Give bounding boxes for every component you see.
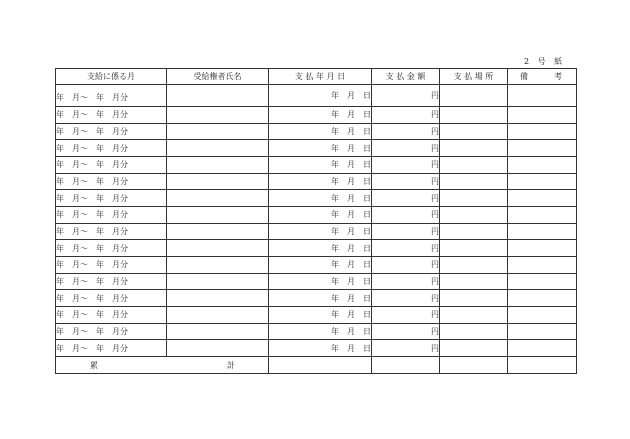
- recipient-name-cell[interactable]: [167, 106, 269, 123]
- ledger-body: [56, 85, 577, 357]
- header-recipient-name: 受給権者氏名: [167, 69, 269, 85]
- total-label-right: 計: [227, 361, 235, 370]
- payment-place-cell[interactable]: [440, 323, 508, 340]
- period-cell: 年 月〜 年 月分: [56, 306, 167, 323]
- payment-date-text: 年 月 日: [331, 310, 371, 320]
- total-place-cell[interactable]: [440, 357, 508, 374]
- payment-place-cell[interactable]: [440, 106, 508, 123]
- payment-amount-cell[interactable]: 円: [372, 123, 440, 140]
- payment-ledger-table: [55, 68, 577, 374]
- total-label-left: 累: [90, 361, 98, 370]
- table-row: [56, 256, 577, 273]
- remarks-cell[interactable]: [508, 240, 577, 257]
- payment-place-cell[interactable]: [440, 290, 508, 307]
- remarks-cell[interactable]: [508, 306, 577, 323]
- remarks-cell[interactable]: [508, 273, 577, 290]
- period-cell: 年 月〜 年 月分: [56, 173, 167, 190]
- table-row: [56, 140, 577, 157]
- payment-place-cell[interactable]: [440, 306, 508, 323]
- payment-amount-cell[interactable]: 円: [372, 240, 440, 257]
- payment-date-cell[interactable]: [269, 240, 372, 257]
- period-cell: 年 月〜 年 月分: [56, 190, 167, 207]
- payment-amount-cell[interactable]: 円: [372, 223, 440, 240]
- table-row: [56, 173, 577, 190]
- payment-date-cell[interactable]: [269, 290, 372, 307]
- payment-date-text: 年 月 日: [331, 110, 371, 120]
- remarks-cell[interactable]: [508, 323, 577, 340]
- payment-date-text: 年 月 日: [331, 210, 371, 220]
- recipient-name-cell[interactable]: [167, 206, 269, 223]
- remarks-cell[interactable]: [508, 206, 577, 223]
- payment-amount-cell[interactable]: 円: [372, 256, 440, 273]
- table-row: [56, 206, 577, 223]
- total-amount-cell[interactable]: [372, 357, 440, 374]
- period-cell: 年 月〜 年 月分: [56, 240, 167, 257]
- recipient-name-cell[interactable]: [167, 340, 269, 357]
- payment-place-cell[interactable]: [440, 206, 508, 223]
- payment-date-text: 年 月 日: [331, 126, 371, 136]
- payment-date-text: 年 月 日: [331, 276, 371, 286]
- period-cell: 年 月〜 年 月分: [56, 123, 167, 140]
- header-remarks-right: 考: [554, 72, 562, 81]
- header-remarks-left: 備: [520, 72, 528, 81]
- period-cell: 年 月〜 年 月分: [56, 256, 167, 273]
- period-cell: 年 月〜 年 月分: [56, 223, 167, 240]
- table-row: [56, 223, 577, 240]
- payment-date-text: 年 月 日: [331, 160, 371, 170]
- table-row: [56, 306, 577, 323]
- payment-amount-cell[interactable]: 円: [372, 85, 440, 107]
- recipient-name-cell[interactable]: [167, 190, 269, 207]
- payment-date-text: 年 月 日: [331, 243, 371, 253]
- recipient-name-cell[interactable]: [167, 85, 269, 107]
- payment-amount-cell[interactable]: 円: [372, 156, 440, 173]
- payment-date-text: 年 月 日: [331, 326, 371, 336]
- header-payment-place: 支 払 場 所: [440, 69, 508, 85]
- period-cell: 年 月〜 年 月分: [56, 340, 167, 357]
- payment-date-text: 年 月 日: [331, 226, 371, 236]
- payment-place-cell[interactable]: [440, 223, 508, 240]
- payment-amount-cell[interactable]: 円: [372, 206, 440, 223]
- header-period: 支給に係る月: [56, 69, 167, 85]
- period-cell: 年 月〜 年 月分: [56, 206, 167, 223]
- table-row: [56, 340, 577, 357]
- table-row: [56, 156, 577, 173]
- payment-date-cell[interactable]: [269, 223, 372, 240]
- header-remarks: [508, 69, 577, 85]
- payment-date-cell[interactable]: [269, 323, 372, 340]
- payment-amount-cell[interactable]: 円: [372, 273, 440, 290]
- table-row: [56, 85, 577, 107]
- payment-date-cell[interactable]: [269, 156, 372, 173]
- period-cell: 年 月〜 年 月分: [56, 290, 167, 307]
- table-row: [56, 273, 577, 290]
- recipient-name-cell[interactable]: [167, 306, 269, 323]
- recipient-name-cell[interactable]: [167, 140, 269, 157]
- recipient-name-cell[interactable]: [167, 290, 269, 307]
- payment-date-cell[interactable]: [269, 123, 372, 140]
- table-row: [56, 323, 577, 340]
- remarks-cell[interactable]: [508, 223, 577, 240]
- payment-date-cell[interactable]: [269, 190, 372, 207]
- remarks-cell[interactable]: [508, 156, 577, 173]
- recipient-name-cell[interactable]: [167, 240, 269, 257]
- remarks-cell[interactable]: [508, 85, 577, 107]
- remarks-cell[interactable]: [508, 173, 577, 190]
- header-row: [56, 69, 577, 85]
- payment-date-text: 年 月 日: [331, 260, 371, 270]
- payment-date-text: 年 月 日: [331, 343, 371, 353]
- remarks-cell[interactable]: [508, 290, 577, 307]
- payment-date-cell[interactable]: [269, 106, 372, 123]
- payment-date-cell[interactable]: [269, 85, 372, 107]
- payment-date-cell[interactable]: [269, 173, 372, 190]
- payment-amount-cell[interactable]: 円: [372, 290, 440, 307]
- payment-date-text: 年 月 日: [331, 143, 371, 153]
- period-cell: 年 月〜 年 月分: [56, 323, 167, 340]
- total-date-cell[interactable]: [269, 357, 372, 374]
- remarks-cell[interactable]: [508, 256, 577, 273]
- header-payment-amount: 支 払 金 額: [372, 69, 440, 85]
- payment-date-cell[interactable]: [269, 273, 372, 290]
- payment-date-cell[interactable]: [269, 256, 372, 273]
- remarks-cell[interactable]: [508, 190, 577, 207]
- remarks-cell[interactable]: [508, 106, 577, 123]
- table-row: [56, 106, 577, 123]
- payment-amount-cell[interactable]: 円: [372, 190, 440, 207]
- table-row: [56, 240, 577, 257]
- table-row: [56, 123, 577, 140]
- payment-amount-cell[interactable]: 円: [372, 323, 440, 340]
- recipient-name-cell[interactable]: [167, 156, 269, 173]
- period-cell: 年 月〜 年 月分: [56, 273, 167, 290]
- payment-amount-cell[interactable]: 円: [372, 306, 440, 323]
- payment-date-text: 年 月 日: [331, 193, 371, 203]
- payment-date-cell[interactable]: [269, 340, 372, 357]
- payment-place-cell[interactable]: [440, 123, 508, 140]
- payment-date-text: 年 月 日: [331, 176, 371, 186]
- payment-place-cell[interactable]: [440, 140, 508, 157]
- recipient-name-cell[interactable]: [167, 273, 269, 290]
- payment-place-cell[interactable]: [440, 173, 508, 190]
- recipient-name-cell[interactable]: [167, 256, 269, 273]
- payment-place-cell[interactable]: [440, 273, 508, 290]
- payment-date-text: 年 月 日: [331, 293, 371, 303]
- total-remarks-cell[interactable]: [508, 357, 577, 374]
- form-number: 2 号 紙: [524, 57, 566, 66]
- period-cell: 年 月〜 年 月分: [56, 156, 167, 173]
- payment-amount-cell[interactable]: 円: [372, 340, 440, 357]
- header-payment-date: 支 払 年 月 日: [269, 69, 372, 85]
- remarks-cell[interactable]: [508, 340, 577, 357]
- period-cell: 年 月〜 年 月分: [56, 140, 167, 157]
- recipient-name-cell[interactable]: [167, 123, 269, 140]
- payment-amount-cell[interactable]: 円: [372, 140, 440, 157]
- payment-place-cell[interactable]: [440, 85, 508, 107]
- payment-amount-cell[interactable]: 円: [372, 106, 440, 123]
- payment-date-cell[interactable]: [269, 206, 372, 223]
- total-label-cell: [56, 357, 269, 374]
- period-cell: 年 月〜 年 月分: [56, 85, 167, 107]
- payment-place-cell[interactable]: [440, 190, 508, 207]
- payment-place-cell[interactable]: [440, 340, 508, 357]
- table-row: [56, 290, 577, 307]
- recipient-name-cell[interactable]: [167, 323, 269, 340]
- remarks-cell[interactable]: [508, 123, 577, 140]
- recipient-name-cell[interactable]: [167, 223, 269, 240]
- remarks-cell[interactable]: [508, 140, 577, 157]
- recipient-name-cell[interactable]: [167, 173, 269, 190]
- payment-date-text: 年 月 日: [331, 90, 371, 100]
- payment-date-cell[interactable]: [269, 140, 372, 157]
- payment-amount-cell[interactable]: 円: [372, 173, 440, 190]
- period-cell: 年 月〜 年 月分: [56, 106, 167, 123]
- total-row: [56, 357, 577, 374]
- payment-place-cell[interactable]: [440, 156, 508, 173]
- table-row: [56, 190, 577, 207]
- payment-place-cell[interactable]: [440, 240, 508, 257]
- payment-place-cell[interactable]: [440, 256, 508, 273]
- payment-date-cell[interactable]: [269, 306, 372, 323]
